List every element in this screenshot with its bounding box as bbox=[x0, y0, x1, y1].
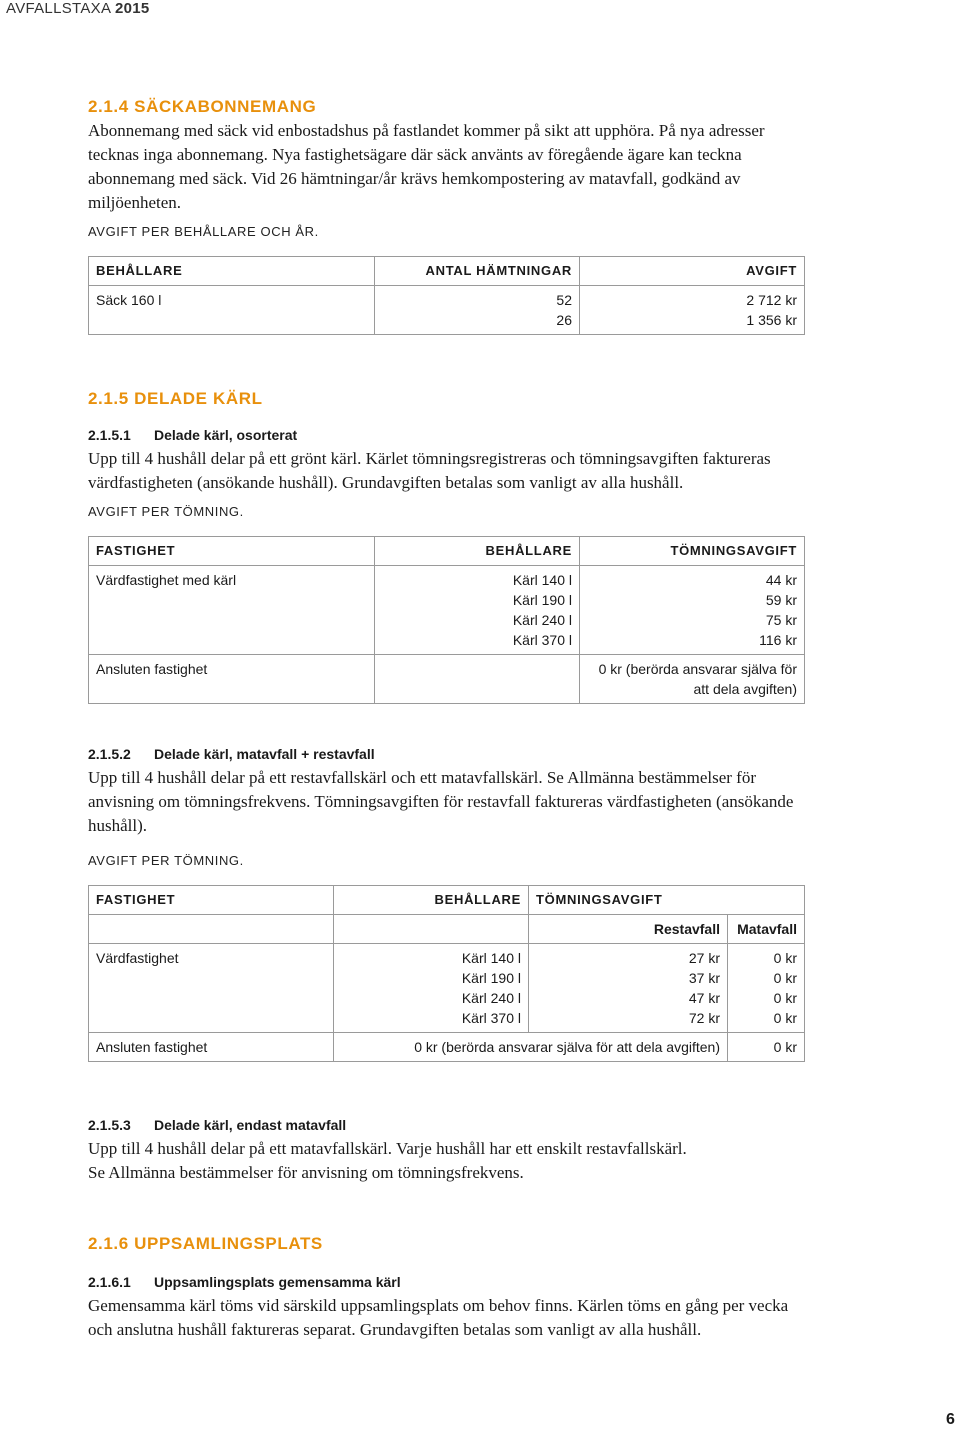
col-header-fastighet: FASTIGHET bbox=[89, 537, 375, 566]
cell-empty bbox=[334, 915, 529, 944]
table-row bbox=[89, 1033, 805, 1062]
col-header-antal-hamtningar: ANTAL HÄMTNINGAR bbox=[375, 257, 580, 286]
cell-property: Ansluten fastighet bbox=[89, 655, 375, 704]
cell-pickups bbox=[375, 286, 580, 335]
pickups-value: 52 bbox=[556, 292, 572, 308]
table-header-row bbox=[89, 537, 805, 566]
table-row bbox=[89, 655, 805, 704]
subheading-number: 2.1.5.2 bbox=[88, 746, 131, 762]
table-header-row bbox=[89, 257, 805, 286]
container-value: Kärl 370 l bbox=[512, 632, 572, 648]
table-subheader-row bbox=[89, 915, 805, 944]
col-header-tomningsavgift-text: TÖMNINGSAVGIFT bbox=[536, 892, 663, 907]
col-header-avgift: AVGIFT bbox=[580, 257, 805, 286]
col-header-tomningsavgift: TÖMNINGSAVGIFT bbox=[580, 537, 805, 566]
subheading-title: Delade kärl, endast matavfall bbox=[154, 1117, 347, 1133]
caption-avgift-per-tomning: AVGIFT PER TÖMNING. bbox=[88, 504, 244, 519]
cell-fees bbox=[580, 286, 805, 335]
caption-avgift-per-behallare: AVGIFT PER BEHÅLLARE OCH ÅR. bbox=[88, 224, 319, 239]
heading-2-1-5: 2.1.5 DELADE KÄRL bbox=[88, 389, 263, 408]
subheading-number: 2.1.5.1 bbox=[88, 427, 131, 443]
cell-fee-note bbox=[580, 655, 805, 704]
heading-2-1-6: 2.1.6 UPPSAMLINGSPLATS bbox=[88, 1234, 323, 1253]
fee-value: 75 kr bbox=[765, 612, 797, 628]
fee-value: 44 kr bbox=[765, 572, 797, 588]
fee-value: 1 356 kr bbox=[746, 312, 797, 328]
subheading-number: 2.1.6.1 bbox=[88, 1274, 131, 1290]
cell-rest-fees bbox=[529, 944, 728, 1033]
cell-fees bbox=[580, 566, 805, 655]
fee-value: 2 712 kr bbox=[746, 292, 797, 308]
subheading-2-1-5-3 bbox=[88, 1115, 806, 1135]
cell-mat-fee: 0 kr bbox=[728, 1033, 805, 1062]
fee-note-line: att dela avgiften) bbox=[693, 681, 797, 697]
paragraph-line: Upp till 4 hushåll delar på ett matavfallskärl. Varje hushåll har ett enskilt restavfallskärl. bbox=[88, 1139, 687, 1158]
subheading-title: Delade kärl, osorterat bbox=[154, 427, 298, 443]
container-value: Kärl 240 l bbox=[512, 612, 572, 628]
subheading-number: 2.1.5.3 bbox=[88, 1117, 131, 1133]
table-row bbox=[89, 944, 805, 1033]
cell-containers bbox=[334, 944, 529, 1033]
paragraph-sackabonnemang: Abonnemang med säck vid enbostadshus på fastlandet kommer på sikt att upphöra. På nya adresser tecknas inga abonnemang. Nya fastighetsägare där säck använts av föregående ägare kan teckna abonnemang med säck. Vid 26 hämtningar/år krävs hemkompostering av matavfall, godkänd av miljöenheten. bbox=[88, 121, 765, 212]
page-number: 6 bbox=[946, 1411, 955, 1428]
container-value: Kärl 190 l bbox=[461, 970, 521, 986]
paragraph-uppsamlingsplats: Gemensamma kärl töms vid särskild uppsamlingsplats om behov finns. Kärlen töms en gång per vecka och anslutna hushåll faktureras separat. Grundavgiften betalas som vanligt av alla hushåll. bbox=[88, 1296, 789, 1339]
cell-property: Värdfastighet med kärl bbox=[89, 566, 375, 655]
rest-fee-value: 27 kr bbox=[688, 950, 720, 966]
cell-rest-note: 0 kr (berörda ansvarar själva för att dela avgiften) bbox=[334, 1033, 728, 1062]
subheading-title: Uppsamlingsplats gemensamma kärl bbox=[154, 1274, 401, 1290]
container-value: Kärl 140 l bbox=[461, 950, 521, 966]
mat-fee-value: 0 kr bbox=[773, 1010, 797, 1026]
running-header-prefix: AVFALLSTAXA bbox=[6, 0, 111, 17]
cell-property: Värdfastighet bbox=[89, 944, 334, 1033]
subheading-2-1-5-2 bbox=[88, 744, 806, 764]
container-value: Kärl 140 l bbox=[512, 572, 572, 588]
running-header-year: 2015 bbox=[114, 0, 150, 17]
pickups-value: 26 bbox=[556, 312, 572, 328]
container-value: Kärl 370 l bbox=[461, 1010, 521, 1026]
cell-container: Säck 160 l bbox=[89, 286, 375, 335]
subheading-title: Delade kärl, matavfall + restavfall bbox=[154, 746, 375, 762]
table-sackabonnemang bbox=[88, 256, 805, 335]
paragraph-line: Se Allmänna bestämmelser för anvisning om tömningsfrekvens. bbox=[88, 1163, 524, 1182]
subheading-2-1-5-1 bbox=[88, 425, 806, 445]
mat-fee-value: 0 kr bbox=[773, 990, 797, 1006]
col-header-fastighet: FASTIGHET bbox=[89, 886, 334, 915]
cell-property: Ansluten fastighet bbox=[89, 1033, 334, 1062]
cell-mat-fees bbox=[728, 944, 805, 1033]
rest-fee-value: 47 kr bbox=[688, 990, 720, 1006]
subheading-2-1-6-1 bbox=[88, 1272, 806, 1292]
fee-value: 116 kr bbox=[759, 632, 797, 648]
subheader-restavfall: Restavfall bbox=[529, 915, 728, 944]
container-value: Kärl 240 l bbox=[461, 990, 521, 1006]
table-row bbox=[89, 286, 805, 335]
table-header-row bbox=[89, 886, 805, 915]
running-header bbox=[6, 0, 150, 17]
fee-note-line: 0 kr (berörda ansvarar själva för bbox=[598, 661, 797, 677]
subheader-matavfall: Matavfall bbox=[728, 915, 805, 944]
cell-empty bbox=[89, 915, 334, 944]
container-value: Kärl 190 l bbox=[512, 592, 572, 608]
col-header-behallare: BEHÅLLARE bbox=[89, 257, 375, 286]
caption-avgift-per-tomning-2: AVGIFT PER TÖMNING. bbox=[88, 853, 244, 868]
page-content bbox=[88, 96, 806, 1342]
table-delade-karl-osorterat bbox=[88, 536, 805, 704]
paragraph-delade-karl-matavfall-restavfall: Upp till 4 hushåll delar på ett restavfallskärl och ett matavfallskärl. Se Allmänna bestämmelser för anvisning om tömningsfrekvens. Tömningsavgiften för restavfall faktureras värdfastigheten (ansökande hushåll). bbox=[88, 768, 794, 835]
rest-fee-value: 37 kr bbox=[688, 970, 720, 986]
table-row bbox=[89, 566, 805, 655]
rest-fee-value: 72 kr bbox=[688, 1010, 720, 1026]
col-header-behallare: BEHÅLLARE bbox=[334, 886, 529, 915]
paragraph-delade-karl-osorterat: Upp till 4 hushåll delar på ett grönt kärl. Kärlet tömningsregistreras och tömningsavgiften faktureras värdfastigheten (ansökande hushåll). Grundavgiften betalas som vanligt av alla hushåll. bbox=[88, 449, 771, 492]
cell-containers bbox=[375, 566, 580, 655]
cell-empty bbox=[375, 655, 580, 704]
heading-2-1-4: 2.1.4 SÄCKABONNEMANG bbox=[88, 97, 317, 116]
paragraph-delade-karl-endast-matavfall bbox=[88, 1137, 806, 1185]
mat-fee-value: 0 kr bbox=[773, 970, 797, 986]
table-delade-karl-mat-rest bbox=[88, 885, 805, 1062]
col-header-tomningsavgift bbox=[529, 886, 805, 915]
mat-fee-value: 0 kr bbox=[773, 950, 797, 966]
col-header-behallare: BEHÅLLARE bbox=[375, 537, 580, 566]
fee-value: 59 kr bbox=[765, 592, 797, 608]
